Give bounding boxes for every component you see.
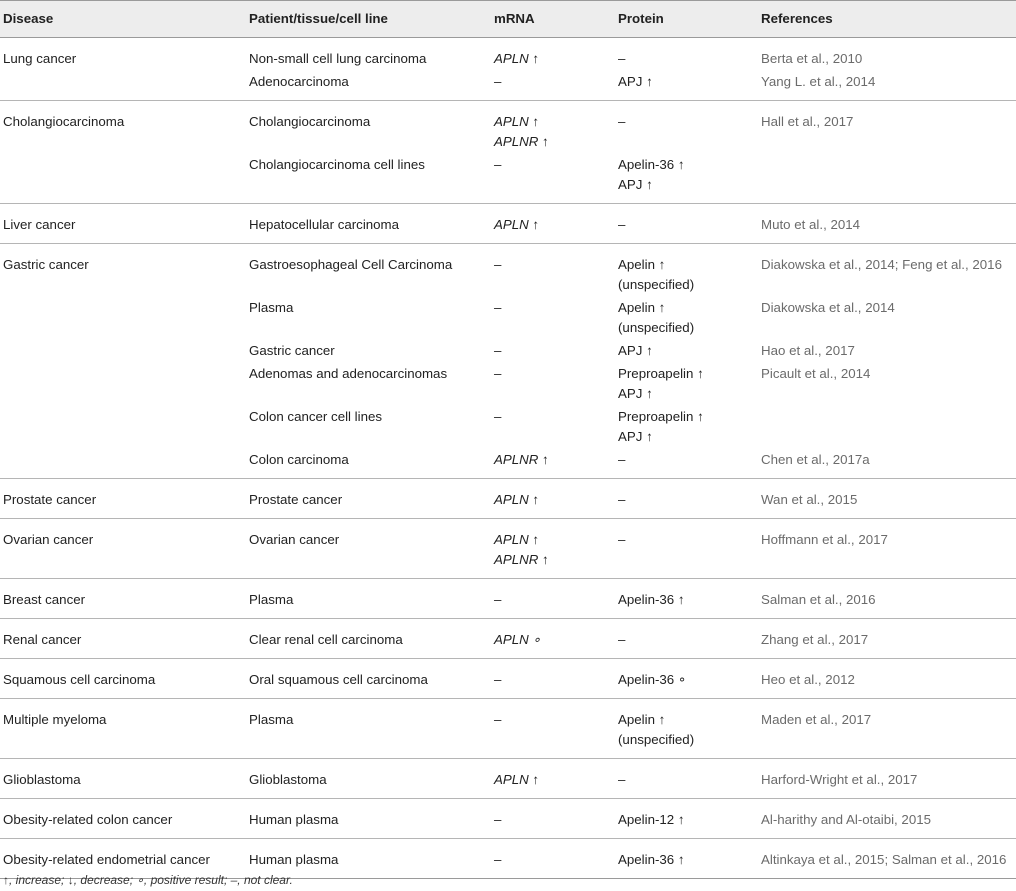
cell-mrna-line: – [494, 300, 502, 315]
cell-protein-line: – [618, 452, 626, 467]
table-row [0, 759, 1016, 799]
cell-protein-line: Apelin-36 ↑ [618, 592, 685, 607]
cell-protein-line: Apelin ↑ [618, 300, 666, 315]
header-disease: Disease [0, 1, 246, 38]
cell-reference: Salman et al., 2016 [758, 579, 1016, 619]
cell-tissue: Non-small cell lung carcinoma [249, 51, 427, 66]
header-mrna: mRNA [491, 1, 615, 38]
table-row [0, 659, 1016, 699]
cell-protein-line: – [618, 217, 626, 232]
cell-mrna-line: APLN ↑ [494, 532, 540, 547]
cell-mrna-line: – [494, 366, 502, 381]
table-row [0, 295, 1016, 338]
cell-reference: Harford-Wright et al., 2017 [758, 759, 1016, 799]
table-row [0, 38, 1016, 70]
cell-reference: Diakowska et al., 2014 [761, 300, 895, 315]
table-row [0, 101, 1016, 153]
cell-protein-line: (unspecified) [618, 732, 695, 747]
table-row [0, 338, 1016, 361]
cell-mrna [491, 699, 615, 759]
cell-disease: Cholangiocarcinoma [3, 114, 125, 129]
cell-protein-line: Preproapelin ↑ [618, 409, 704, 424]
cell-tissue: Colon cancer cell lines [249, 409, 383, 424]
cell-reference: Diakowska et al., 2014; Feng et al., 2016 [761, 257, 1002, 272]
cell-reference: Yang L. et al., 2014 [758, 69, 1016, 101]
cell-protein [615, 519, 758, 579]
cell-disease: Obesity-related colon cancer [0, 799, 246, 839]
table-row [0, 519, 1016, 579]
cell-tissue: Adenomas and adenocarcinomas [249, 366, 448, 381]
cell-mrna [491, 579, 615, 619]
cell-protein [615, 295, 758, 338]
cell-protein [615, 69, 758, 101]
cell-mrna-line: – [494, 672, 502, 687]
cell-mrna-line: APLN ↑ [494, 114, 540, 129]
cell-tissue: Glioblastoma [246, 759, 491, 799]
cell-reference: Muto et al., 2014 [758, 204, 1016, 244]
cell-tissue: Human plasma [246, 839, 491, 879]
cell-protein [615, 659, 758, 699]
cell-protein-line: (unspecified) [618, 277, 695, 292]
cell-tissue: Ovarian cancer [246, 519, 491, 579]
cell-mrna [491, 404, 615, 447]
cell-mrna-line: – [494, 592, 502, 607]
cell-mrna [491, 519, 615, 579]
cell-mrna [491, 619, 615, 659]
cell-mrna [491, 204, 615, 244]
cell-protein-line: Preproapelin ↑ [618, 366, 704, 381]
cell-tissue: Plasma [249, 300, 294, 315]
cell-mrna-line: APLN ↑ [494, 217, 540, 232]
cell-mrna-line: – [494, 852, 502, 867]
cell-mrna-line: – [494, 712, 502, 727]
table-row [0, 447, 1016, 479]
cell-protein [615, 479, 758, 519]
cell-tissue: Oral squamous cell carcinoma [246, 659, 491, 699]
cell-disease: Prostate cancer [0, 479, 246, 519]
cell-disease: Multiple myeloma [0, 699, 246, 759]
cell-disease: Breast cancer [0, 579, 246, 619]
cell-protein [615, 338, 758, 361]
cell-mrna [491, 839, 615, 879]
cell-mrna [491, 152, 615, 204]
cell-mrna-line: – [494, 409, 502, 424]
cell-disease: Obesity-related endometrial cancer [0, 839, 246, 879]
cell-reference: Maden et al., 2017 [758, 699, 1016, 759]
cell-disease: Renal cancer [0, 619, 246, 659]
cell-disease: Gastric cancer [3, 257, 89, 272]
cell-disease [0, 361, 246, 404]
table-row [0, 69, 1016, 101]
cell-mrna-line: APLN ↑ [494, 772, 540, 787]
cell-mrna [491, 69, 615, 101]
cell-disease [0, 338, 246, 361]
cell-protein-line: Apelin-36 ∘ [618, 672, 687, 687]
cell-protein-line: Apelin ↑ [618, 712, 666, 727]
cell-disease: Squamous cell carcinoma [0, 659, 246, 699]
cell-mrna [491, 759, 615, 799]
cell-protein [615, 839, 758, 879]
cell-tissue: Adenocarcinoma [246, 69, 491, 101]
cell-disease [0, 447, 246, 479]
table-row [0, 799, 1016, 839]
cell-mrna [491, 447, 615, 479]
header-references: References [758, 1, 1016, 38]
cell-mrna [491, 38, 615, 70]
cell-mrna-line: – [494, 74, 502, 89]
table-row [0, 244, 1016, 296]
cell-reference: Al-harithy and Al-otaibi, 2015 [758, 799, 1016, 839]
table-body [0, 38, 1016, 879]
table-row [0, 152, 1016, 204]
cell-reference: Hoffmann et al., 2017 [758, 519, 1016, 579]
cell-reference [758, 404, 1016, 447]
table-row [0, 699, 1016, 759]
cell-mrna-line: – [494, 157, 502, 172]
cell-mrna-line: – [494, 812, 502, 827]
cell-tissue: Hepatocellular carcinoma [246, 204, 491, 244]
cell-mrna [491, 479, 615, 519]
cell-disease [0, 69, 246, 101]
header-tissue: Patient/tissue/cell line [246, 1, 491, 38]
cell-reference: Hao et al., 2017 [761, 343, 855, 358]
table-row [0, 361, 1016, 404]
table-row [0, 619, 1016, 659]
cell-mrna-line: APLNR ↑ [494, 452, 549, 467]
cell-tissue: Clear renal cell carcinoma [246, 619, 491, 659]
table-row [0, 204, 1016, 244]
cell-reference: Wan et al., 2015 [758, 479, 1016, 519]
cell-protein [615, 38, 758, 70]
cell-protein [615, 244, 758, 296]
cell-protein-line: (unspecified) [618, 320, 695, 335]
cell-protein-line: Apelin-12 ↑ [618, 812, 685, 827]
cell-protein-line: APJ ↑ [618, 386, 653, 401]
cell-mrna [491, 361, 615, 404]
cell-protein [615, 447, 758, 479]
cell-tissue: Cholangiocarcinoma cell lines [246, 152, 491, 204]
cell-protein-line: APJ ↑ [618, 343, 653, 358]
cell-mrna-line: APLN ↑ [494, 51, 540, 66]
cell-mrna-line: APLNR ↑ [494, 134, 549, 149]
cell-protein [615, 759, 758, 799]
cell-protein [615, 404, 758, 447]
cell-mrna [491, 659, 615, 699]
cell-protein-line: – [618, 532, 626, 547]
cell-tissue: Prostate cancer [246, 479, 491, 519]
cell-mrna-line: – [494, 257, 502, 272]
cell-mrna-line: APLN ↑ [494, 492, 540, 507]
cell-protein-line: – [618, 632, 626, 647]
cell-disease: Liver cancer [0, 204, 246, 244]
cell-protein [615, 204, 758, 244]
cell-disease [0, 404, 246, 447]
cell-tissue: Plasma [246, 699, 491, 759]
cell-tissue: Gastric cancer [249, 343, 335, 358]
header-protein: Protein [615, 1, 758, 38]
cell-protein [615, 799, 758, 839]
table-footnote: ↑, increase; ↓, decrease; ∘, positive result; –, not clear. [3, 873, 293, 887]
cell-disease: Ovarian cancer [0, 519, 246, 579]
cell-protein-line: APJ ↑ [618, 74, 653, 89]
cell-reference: Zhang et al., 2017 [758, 619, 1016, 659]
cell-protein-line: – [618, 492, 626, 507]
cell-tissue: Colon carcinoma [246, 447, 491, 479]
cell-protein-line: – [618, 772, 626, 787]
cell-reference: Hall et al., 2017 [761, 114, 854, 129]
cell-reference: Picault et al., 2014 [761, 366, 871, 381]
cell-tissue: Plasma [246, 579, 491, 619]
cell-reference: Berta et al., 2010 [761, 51, 863, 66]
cell-protein [615, 361, 758, 404]
cell-protein [615, 579, 758, 619]
cell-tissue: Cholangiocarcinoma [249, 114, 371, 129]
header-row [0, 1, 1016, 38]
cell-mrna [491, 338, 615, 361]
cell-tissue: Gastroesophageal Cell Carcinoma [249, 257, 453, 272]
cell-reference: Heo et al., 2012 [758, 659, 1016, 699]
cell-mrna [491, 244, 615, 296]
cell-reference [758, 152, 1016, 204]
cell-mrna-line: APLNR ↑ [494, 552, 549, 567]
cell-disease [0, 295, 246, 338]
cell-mrna [491, 101, 615, 153]
cell-reference: Altinkaya et al., 2015; Salman et al., 2016 [758, 839, 1016, 879]
cell-protein [615, 101, 758, 153]
table-row [0, 579, 1016, 619]
cell-mrna [491, 799, 615, 839]
cell-protein-line: – [618, 114, 626, 129]
cell-protein-line: – [618, 51, 626, 66]
cell-protein [615, 699, 758, 759]
cell-disease [0, 152, 246, 204]
cell-protein [615, 619, 758, 659]
cell-protein [615, 152, 758, 204]
cell-tissue: Human plasma [246, 799, 491, 839]
cell-mrna-line: – [494, 343, 502, 358]
cell-protein-line: APJ ↑ [618, 177, 653, 192]
cell-reference: Chen et al., 2017a [758, 447, 1016, 479]
cell-disease: Lung cancer [3, 51, 77, 66]
cell-protein-line: Apelin-36 ↑ [618, 157, 685, 172]
cell-mrna-line: APLN ∘ [494, 632, 541, 647]
cell-protein-line: Apelin-36 ↑ [618, 852, 685, 867]
table-row [0, 404, 1016, 447]
cell-mrna [491, 295, 615, 338]
table-row [0, 479, 1016, 519]
cell-protein-line: Apelin ↑ [618, 257, 666, 272]
cell-disease: Glioblastoma [0, 759, 246, 799]
cell-protein-line: APJ ↑ [618, 429, 653, 444]
